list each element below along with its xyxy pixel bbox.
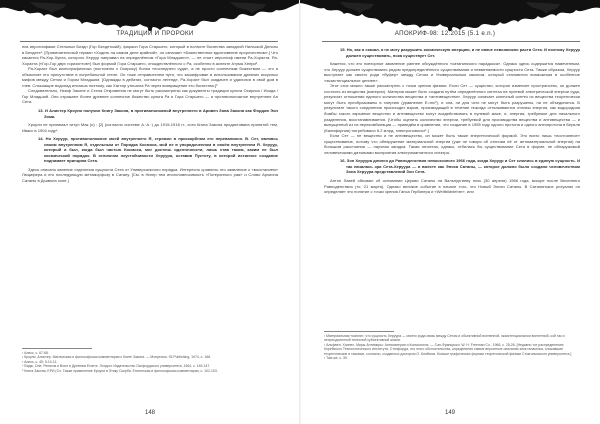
footnote-rule (324, 331, 394, 332)
paragraph: Если Сет — не вещество и не антивещество, он может быть также энергетической формой. Это всего лишь «постоянное» существование, потому что обнаружение материальной энергии (уже не говоря об отличии её от антиматериальной энергии) на большом расстоянии — научная загадка. Такая гипотеза, однако, отбилась бы существование Сета в форме, не обнаружимой человеческими датчиками восприятия электромагнитного спектра. (324, 133, 580, 155)
paragraph: Хроули не принимал титул Мак (о) : [2] (согласно системе А.·А.·) до 1915-1916 гг., хотя Книга Закона продиктована принятой тем, Ивасс в 1904 году⁴. (22, 122, 278, 133)
footnote: ² Альфвен, Ханнес. Миры-Антимиры: Антиматерия и Космология. — Сан-Франциско: W. H. Freeman Co., 1966, с. 25-26. [Недавно тот распределению Корейского Технологического института, Стэнфорда, это этого обстоятельства, определения самые вероятные описания зинк галактика, сложившие теоретические и таковые, согласно, созданных доктором О. Кляйном, больше графических формах теоретической физики Стокгольмского университета.] (324, 342, 572, 356)
numbered-verse: 16. Зон Херуура длился до Равноденствия невосхозного 1966 года, когда Херуур и Сет слились в единую сущность. И так началась эра Сета-Херуура — и вместе как Эпоха Сатаны, — которое должно было создано человечеством Зона Херуура представлений Зон Сета. (340, 158, 580, 175)
footnote: ³ Там же, с. 39. (324, 356, 348, 361)
footnote: ¹ Материальная «капля», что сущность Херуура — своего рода связь между Сетом и обьективной вселенной, экзистенциальном вселенной, кой так и непреодоленной телесной субъективной жизни. (324, 334, 565, 343)
numbered-verse: 15. Но, как я сказал, я не могу разрушить космическую инерцию, и не иначе невозможно расти Сета. И поэтому Херуур должен существовать, пока существует Сет. (340, 47, 580, 58)
footnote: ⁴ Видж, Оле. Религия и Волн в Древнем Египте. Лондон: Издательство Оксфордского университета, 1964, с. 149-147. (22, 364, 211, 369)
ornament-header-right-icon (300, 0, 600, 34)
left-page-body (22, 44, 278, 184)
footnotes (324, 334, 580, 360)
footnote-rule (22, 348, 92, 349)
footnote: ¹ Алекс, с. 67-68. (22, 351, 49, 355)
paragraph: Антон Лавей объявил об основании Церкви Сатаны на Вальпургиеву ночь (30 апреля) 1966 года, вскоре после Весеннего Равноденствия (то. 21 марта). Однако великое событие в начале того, что Новый Эпохи Сатаны. В Сатанинских ритуалах он определяет это понятие с точки зрения Ганса Гербигера и «Weltbildnlehre», или (324, 178, 580, 195)
paragraph: Здесь описано явление отделения сущности Сета от Универсального порядка. Интересно сравнить это заявление с «восстанием» Люцифера и его последующую метаморфозу в Сатану. [См. в Нигер тем иноголовносимость «Потерянного рая» и Слово Архиопа Сатаны в Дьявола зоне.] (22, 166, 278, 184)
paragraph: Ра-Хорахт был иконографически (постоянно к Осирису) богом «последнего суда», а не просто солнечным божеством — что и объясняет его присутствие в погребальной стеле. Он тоже отправителем пути, что зашифрован в использовании древних искусных мифов между Сетом и Гором Младшим. [Однажды в дебатах, согласно легенде, Ра-Хорахт был озадачен и удалился в свой дом в гнев. Слышащие водопад ильтишь поэтому, как Хатхор утешила Ра через возвращение его богатства.]³ (22, 66, 278, 88)
running-head: АПОКРИФ-98: 12:2015 (5.1 e.n.) (394, 30, 496, 37)
numbered-verse: 13. И Алистер Кроули получил Книгу Закона, в противоположной внутреннего в Аривен Зова Закона как Фордов Эон Зома. (38, 108, 278, 119)
ornament-header-left-icon (0, 0, 300, 34)
page-number: 149 (444, 410, 455, 416)
footnotes (22, 351, 278, 373)
right-page (300, 0, 600, 424)
paragraph: Следовательно, Ньюф Законе и Стела Откровения не могут быть рассмотрены как документы традиции культа Осириса / Исида / Гор Младший. Они отражают более древнее солнечное божество культа Ра и Гора Старшего — и противоположное внутреннее Ан Сета. (22, 88, 278, 105)
numbered-verse: 14. Но Херуур, противоположное моей внутреннего Я, стремил в прискорбном его перевалился. В. Сет, являясь своим внутренним Я, отдельным от Порядка Космоса, мой не в упорядоченном в своём внутреннем Я. Херуур, который и был, когда был частью Космоса, мог достичь идентичности, лишь став таким, каким не был космический порядок. В отличном неустойчивости Херуура, оставив Пустоту, в которой истинное создание поднимает принципа Сета. (38, 136, 278, 164)
footnote: ² Кроули, Алистер. Магическая и философская комментарии к Книге Закона. — Монреаль: 93 Publishing, 1974, с. 168. (22, 355, 212, 360)
header-rule (322, 41, 580, 42)
paragraph: Этот стих можно также рассмотреть с точки зрения физики. Если Сет — существо, которое изменяет пространство, он должен состоять из вещества (материи). Материя может быть создана путём определённого синтеза на нулевой электрической энергии суда, результат отношения единого количества вещества и «антивещества». Херуур означает конечный синтез из вещества теоретически могут быть преобразованы в энергию (уравнение E=mc²), и она, ни для чего не могут быть разрушены, ни не объединятся. В результате такого соединения происходит взрыв, производящий в течение никогда отталкиваются отливы энергия, как водородная бомбы такого взрывное вещество и антивещество могут воздействовать в нулевой масе, и, энергия, требуемое для начального разделения, восстанавливается. [Чтобы оценить количество энергии, требуемой для производства вещества и антивещества — и выпущенной из их перекомбинации — приведём в сравнении, что создание в 1955 году одного протона и одного антипротона в Беркли (Калифорния) потребовало 6.2 млрд. электроновольт¹.] (324, 83, 580, 133)
footnote: ⁵ Книга Закона, ЕРИ (Сэ. Также применение Кроули в Этику Скорби. Египетская и философская комментарии, с. 102-103. (22, 368, 218, 373)
footnote: ³ Алекс, с. 45; 5-10-11. (22, 359, 58, 364)
right-page-body (324, 44, 580, 195)
header-rule (20, 41, 278, 42)
running-head: ТРАДИЦИИ И ПРОРОКИ (116, 30, 194, 37)
paragraph: еха иероглифами Стельных Бездн (Гор Бехдетский), фараон Гора Старшего, который в полноте богатства западной Нильской Дельты в Бехдете¹. [Примечательный термин «Ходить на самом деле крайний», он означает «Божественное вдохновение пророчеством».] Что касается Ра-Хор-Хуита, которого Херуур направил на определённом «Гора Младшего», — не стоит иероглиф имени Ра-Хорахта. Ра-Хорахта («Гор-Гор двух горизонтов») был формой Гора Старшего, отождествлённого с Ра, особенно в аспекте Атума Хепри². (22, 44, 278, 66)
paragraph: Кажется, что это повторное заявление раннее обсуждённого «сатанинского парадокса». Однако здесь содержится намеченным, что Херуур должен существовать рядом предопределённого существования и невменяемости сущности Сета. Также образом, Херуур выступает как своего рода «буфер» между Сетом и Универсальным законом, который становится возможным в особенное «экзистенциальное ценнее». (324, 61, 580, 83)
page-number: 148 (144, 410, 155, 416)
